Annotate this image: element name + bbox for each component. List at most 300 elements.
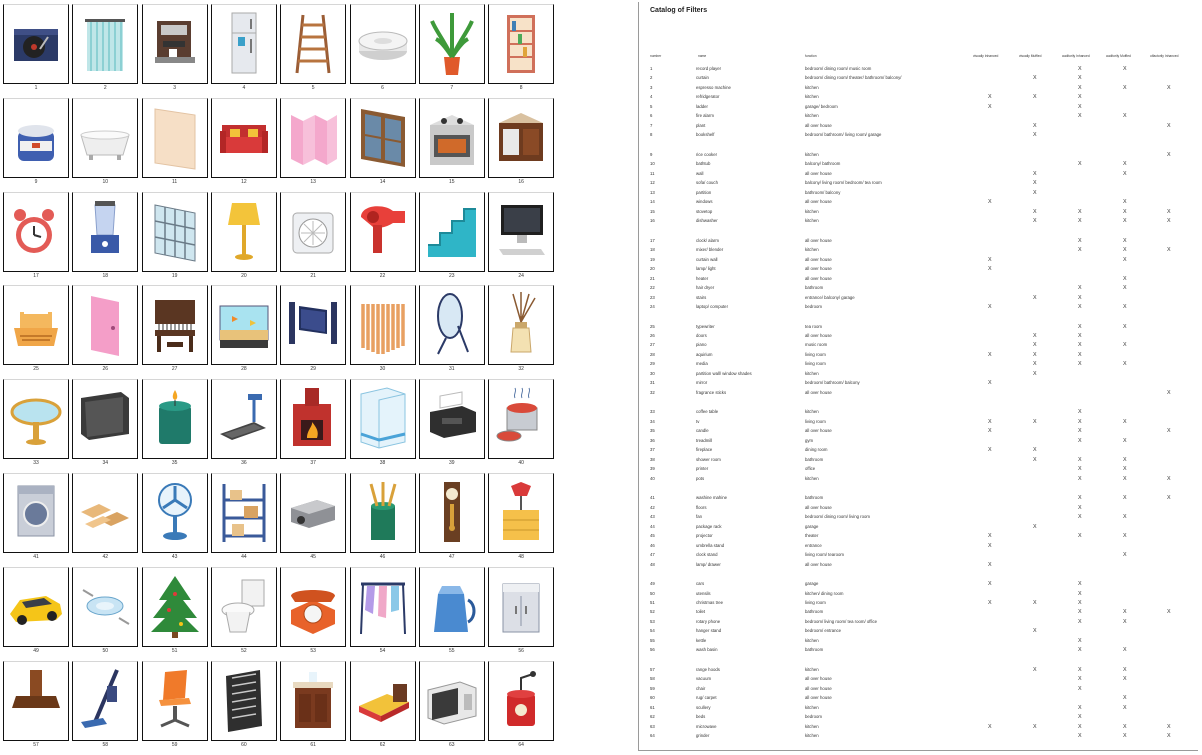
grid-item [419,4,485,91]
catalog-title: Catalog of Filters [650,7,708,14]
grid-item [280,661,346,748]
grid-item [488,567,554,654]
item-card [72,4,138,84]
item-number: 36 [241,460,247,467]
item-card [72,661,138,741]
item-card [211,98,277,178]
row-function: bedroom/ bathroom/ living room/ garage [805,132,882,138]
row-function: bathroom [805,647,824,653]
item-card [3,473,69,553]
grid-item [142,98,208,185]
row-name: bathtub [696,161,711,167]
row-function: bedroom/ living room/ tea room/ office [805,618,878,624]
header-name: name [698,54,707,58]
package-rack-icon [214,476,274,550]
hanger-stand-icon [353,570,413,644]
row-name: dishwasher [696,218,718,224]
row-function: kitchen [805,247,819,253]
table-row [639,647,1198,656]
bookshelf-icon [491,7,551,81]
table-row [639,380,1198,389]
row-function: all over house [805,237,832,243]
row-function: bedroom/ dining room/ music room [805,66,872,71]
table-row [639,247,1198,256]
row-mark: X [1123,304,1127,311]
row-number: 16 [650,218,655,224]
item-card [211,285,277,365]
row-mark: X [1123,256,1127,263]
item-card [72,285,138,365]
row-mark: X [1078,237,1082,244]
row-function: all over house [805,275,832,281]
row-name: aquirium [696,351,713,357]
row-number: 37 [650,447,655,453]
row-function: kitchen [805,733,819,739]
table-row [639,113,1198,122]
row-function: bathroom [805,285,824,291]
grid-item [350,285,416,373]
grid-item [488,98,554,185]
row-number: 58 [650,676,655,682]
row-name: record player [696,66,722,71]
row-mark: X [1078,361,1082,368]
row-name: utensils [696,590,711,596]
row-name: fan [696,514,702,520]
table-row [639,581,1198,590]
row-number: 45 [650,533,655,539]
washing-machine-icon [6,476,66,550]
row-function: kitchen [805,370,819,376]
piano-icon [145,288,205,362]
grid-item [350,192,416,279]
curtain-icon [75,7,135,81]
row-name: mirror [696,380,708,386]
row-function: garage [805,581,819,587]
row-number: 51 [650,600,655,605]
row-number: 23 [650,294,655,300]
grid-item [72,192,138,279]
row-number: 48 [650,561,655,567]
row-function: kitchen [805,723,819,729]
item-card [142,285,208,365]
row-name: cars [696,581,705,587]
row-mark: X [988,380,992,387]
table-row [639,333,1198,342]
table-row [639,85,1198,94]
grid-item [419,285,485,373]
row-mark: X [1123,533,1127,540]
row-mark: X [1078,647,1082,654]
row-mark: X [1078,75,1082,82]
item-number: 9 [34,178,38,185]
row-number: 18 [650,247,655,253]
row-function: bathroom [805,456,824,462]
item-number: 35 [171,460,178,467]
row-mark: X [1123,456,1127,463]
grid-item [211,285,277,373]
row-name: curtain [696,75,709,81]
item-number: 29 [310,366,316,373]
bathtub-icon [75,101,135,175]
grid-item [3,567,69,654]
row-mark: X [1078,456,1082,463]
item-number: 39 [449,460,455,467]
row-number: 44 [650,523,655,529]
row-number: 4 [650,94,653,100]
row-mark: X [1033,600,1037,606]
table-row [639,505,1198,514]
row-mark: X [1033,75,1037,82]
item-card [142,4,208,84]
row-name: vacuum [696,676,712,682]
row-name: printer [696,466,709,472]
row-name: fireplace [696,447,713,453]
row-number: 52 [650,609,655,615]
row-mark: X [1078,514,1082,521]
row-name: microwave [696,723,717,729]
row-name: refridgerator [696,94,720,100]
row-mark: X [988,581,992,588]
table-row [639,514,1198,523]
grid-item [488,661,554,748]
grid-item [280,473,346,560]
row-mark: X [1033,132,1037,139]
grid-item [350,473,416,560]
row-mark: X [1167,609,1171,616]
row-mark: X [1078,351,1082,358]
mixer-blender-icon [75,195,135,269]
rotary-phone-icon [283,570,343,644]
row-mark: X [1078,84,1082,91]
grid-item [419,661,485,748]
grid-item [350,379,416,467]
row-function: dining room [805,447,828,453]
item-card [280,567,346,647]
item-number: 43 [171,554,178,560]
grid-item [3,4,69,91]
media-icon [283,288,343,362]
row-mark: X [1123,475,1127,482]
pots-icon [491,382,551,456]
table-row [639,609,1198,618]
item-number: 61 [310,741,316,748]
grid-item [142,473,208,560]
row-function: entrance [805,542,822,548]
refridgerator-icon [214,7,274,81]
grid-item [280,4,346,91]
row-function: living room [805,361,826,367]
bed-icon [353,664,413,738]
row-mark: X [1033,94,1037,101]
grid-item [142,567,208,654]
grid-item [3,285,69,373]
row-name: sofa/ couch [696,180,718,186]
item-number: 51 [171,647,178,654]
item-number: 15 [449,178,455,185]
row-number: 1 [650,66,653,71]
row-mark: X [1078,495,1082,502]
row-mark: X [1078,475,1082,482]
grid-item [142,192,208,279]
row-mark: X [1033,351,1037,358]
item-number: 28 [241,366,247,373]
heater-icon [283,195,343,269]
row-number: 57 [650,666,655,672]
row-function: all over house [805,504,832,510]
table-row [639,591,1198,600]
row-mark: X [1167,389,1171,396]
table-row [639,686,1198,695]
grid-item [419,192,485,279]
row-number: 63 [650,723,655,729]
row-function: living room/ tearoom [805,552,844,558]
item-number: 1 [34,85,38,91]
item-card [350,285,416,365]
grid-item [3,192,69,279]
row-number: 50 [650,590,655,596]
row-number: 27 [650,342,655,348]
item-number: 12 [241,178,247,185]
ladder-icon [283,7,343,81]
row-function: kitchen/ dining room [805,590,844,596]
row-number: 32 [650,389,655,395]
row-mark: X [1078,581,1082,588]
row-mark: X [988,542,992,549]
row-mark: X [1078,437,1082,444]
item-card [211,192,277,272]
row-number: 40 [650,475,655,481]
item-card [419,285,485,365]
table-row [639,180,1198,189]
grid-item [488,4,554,91]
grid-item [3,661,69,748]
lamp-drawer-icon [491,476,551,550]
row-number: 11 [650,170,655,176]
grid-item [280,285,346,373]
row-mark: X [1078,323,1082,330]
row-mark: X [1167,84,1171,91]
row-function: kitchen [805,84,819,90]
row-mark: X [1167,208,1171,215]
row-name: umbrella stand [696,542,725,548]
row-function: bedroom [805,714,822,720]
row-function: living room [805,418,826,424]
grid-item [3,473,69,560]
item-card [488,379,554,459]
table-row [639,438,1198,447]
item-card [488,473,554,553]
item-number: 54 [379,647,386,654]
item-card [350,473,416,553]
table-row [639,419,1198,428]
row-number: 24 [650,304,655,310]
row-number: 10 [650,161,655,167]
row-number: 3 [650,84,653,90]
grid-item [280,192,346,279]
row-name: wall [696,170,704,176]
item-card [280,98,346,178]
hair-dryer-icon [353,195,413,269]
row-mark: X [1078,218,1082,225]
row-mark: X [1123,208,1127,215]
row-name: media [696,361,708,367]
row-mark: X [1123,723,1127,730]
item-card [211,567,277,647]
table-row [639,428,1198,437]
row-mark: X [1078,504,1082,511]
plant-icon [422,7,482,81]
fire-alarm-icon [353,7,413,81]
row-function: all over house [805,676,832,682]
item-number: 10 [102,178,109,185]
chair-icon [145,664,205,738]
item-number: 16 [518,178,524,185]
laptop-computer-icon [491,195,551,269]
row-function: kitchen [805,666,819,672]
item-card [350,567,416,647]
row-function: bathroom/ balcony [805,189,841,195]
row-mark: X [1078,714,1082,721]
table-row [639,552,1198,561]
toilet-icon [214,570,274,644]
table-row [639,238,1198,247]
item-card [211,661,277,741]
row-mark: X [1078,685,1082,692]
item-card [280,285,346,365]
item-card [350,192,416,272]
row-number: 38 [650,456,655,462]
row-mark: X [1078,533,1082,540]
item-number: 42 [102,554,109,560]
row-name: fire alarm [696,113,714,119]
row-mark: X [1123,84,1127,91]
grid-item [211,192,277,279]
row-name: stairs [696,294,707,300]
item-card [3,192,69,272]
table-row [639,104,1198,113]
curtain-wall-icon [145,195,205,269]
item-number: 24 [518,272,524,279]
row-mark: X [1123,247,1127,254]
row-mark: X [988,304,992,311]
row-mark: X [988,256,992,263]
row-mark: X [1033,666,1037,673]
grid-item [488,192,554,279]
item-number: 49 [33,647,39,654]
row-function: kitchen [805,637,819,643]
table-row [639,171,1198,180]
row-function: bedroom [805,304,822,310]
table-row [639,524,1198,533]
printer-icon [422,382,482,456]
row-mark: X [988,94,992,101]
row-name: doors [696,333,707,338]
row-mark: X [1123,199,1127,206]
row-mark: X [1078,333,1082,339]
row-function: all over house [805,122,832,128]
row-number: 9 [650,151,653,157]
row-function: bedroom/ dining room/ theater/ bathroom/ balcony/ [805,75,902,81]
espresso-machine-icon [145,7,205,81]
item-card [280,379,346,459]
table-row [639,476,1198,485]
row-mark: X [1123,66,1127,72]
row-name: rice cooker [696,151,718,157]
row-mark: X [1123,361,1127,368]
grid-item [350,98,416,185]
row-name: christmas tree [696,600,723,605]
row-name: shower room [696,456,721,462]
row-mark: X [988,266,992,273]
row-name: rug/ carpet [696,695,717,701]
grid-item [72,4,138,91]
item-card [488,661,554,741]
row-name: partition wall/ window shades [696,370,752,376]
grid-item [419,473,485,560]
item-number: 6 [381,85,384,91]
row-mark: X [988,533,992,540]
row-mark: X [1033,170,1037,177]
item-number: 52 [241,647,247,654]
table-row [639,714,1198,723]
row-mark: X [1078,723,1082,730]
item-number: 50 [102,647,109,654]
header-function: function [805,54,817,58]
table-row [639,447,1198,456]
row-mark: X [1033,189,1037,196]
item-number: 5 [311,85,315,91]
item-number: 46 [379,554,386,560]
table-row [639,543,1198,552]
table-row [639,190,1198,199]
row-mark: X [1033,294,1037,301]
row-number: 56 [650,647,655,653]
grid-item [72,567,138,654]
row-mark: X [1078,247,1082,254]
table-row [639,342,1198,351]
row-name: scullery [696,704,711,710]
row-mark: X [1167,723,1171,730]
row-mark: X [1078,704,1082,711]
row-number: 22 [650,285,655,291]
row-name: pots [696,475,705,481]
row-mark: X [1078,66,1082,72]
row-mark: X [988,600,992,606]
row-mark: X [1123,170,1127,177]
grid-item [211,98,277,185]
item-number: 13 [310,178,316,185]
fragrance-sticks-icon [491,288,551,362]
row-mark: X [1123,618,1127,625]
grid-item [419,567,485,654]
table-row [639,562,1198,571]
row-function: all over house [805,695,832,701]
row-number: 34 [650,418,655,424]
wash-basin-icon [491,570,551,644]
item-card [142,661,208,741]
rug-carpet-icon [214,664,274,738]
grid-item [280,567,346,654]
row-function: all over house [805,561,832,567]
row-name: tv [696,418,700,424]
item-number: 22 [379,272,386,279]
row-number: 8 [650,132,653,138]
row-mark: X [1078,161,1082,168]
table-row [639,466,1198,475]
row-function: kitchen [805,208,819,214]
item-number: 40 [518,460,524,467]
item-card [488,4,554,84]
